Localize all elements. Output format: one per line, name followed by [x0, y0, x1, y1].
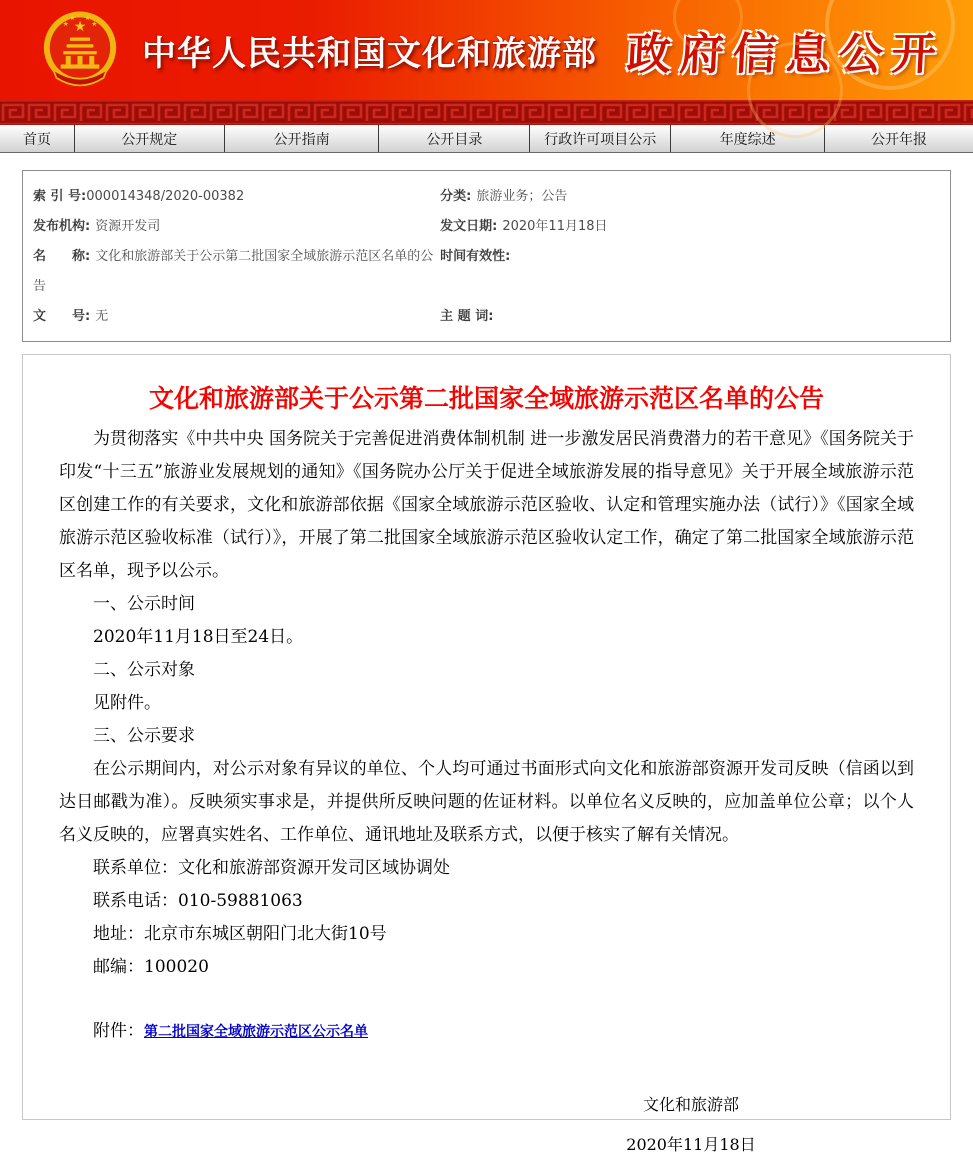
article-title: 文化和旅游部关于公示第二批国家全域旅游示范区名单的公告: [148, 384, 824, 413]
nav-item-disclosure-guide[interactable]: 公开指南: [225, 125, 380, 152]
contact-address-line: 地址：北京市东城区朝阳门北大街10号: [93, 924, 387, 944]
meta-label-issue-date: 发文日期:: [440, 219, 498, 234]
contact-postcode-line: 邮编：100020: [93, 957, 209, 977]
meta-label-index-no: 索 引 号:: [33, 189, 87, 204]
attachment-link[interactable]: 第二批国家全域旅游示范区公示名单: [144, 1024, 368, 1040]
meta-value-category: 旅游业务；公告: [476, 189, 568, 204]
meta-label-validity: 时间有效性:: [440, 249, 511, 264]
nav-item-home[interactable]: 首页: [0, 125, 75, 152]
signature-org: 文化和旅游部: [642, 1095, 739, 1114]
contact-phone-line: 联系电话：010-59881063: [93, 891, 303, 911]
nav-item-disclosure-catalog[interactable]: 公开目录: [379, 125, 530, 152]
article-paragraph: 2020年11月18日至24日。: [93, 627, 304, 647]
meta-value-issuing-agency: 资源开发司: [95, 219, 161, 234]
svg-text:★: ★: [91, 19, 98, 28]
meta-value-index-no: 000014348/2020-00382: [86, 189, 245, 204]
article-paragraph: 为贯彻落实《中共中央 国务院关于完善促进消费体制机制 进一步激发居民消费潜力的若干意见》《国务院关于印发“十三五”旅游业发展规划的通知》《国务院办公厅关于促进全域旅游发展的指导意见》关于开展全域旅游示范区创建工作的有关要求，文化和旅游部依据《国家全域旅游示范区验收、认定和管理实施办法（试行）》《国家全域旅游示范区验收标准（试行）》，开展了第二批国家全域旅游示范区验收认定工作，确定了第二批国家全域旅游示范区名单，现予以公示。: [59, 429, 914, 581]
section-heading-3: 三、公示要求: [93, 726, 195, 746]
nav-item-disclosure-rules[interactable]: 公开规定: [75, 125, 225, 152]
meta-label-title: 名 称:: [33, 249, 91, 264]
announcement-article: [22, 354, 951, 1154]
article-paragraph: 见附件。: [93, 693, 161, 713]
site-header: [0, 0, 973, 100]
section-heading-1: 一、公示时间: [93, 594, 195, 614]
article-paragraph: 在公示期间内，对公示对象有异议的单位、个人均可通过书面形式向文化和旅游部资源开发司反映（信函以到达日邮戳为准）。反映须实事求是，并提供所反映问题的佐证材料。以单位名义反映的，应加盖单位公章；以个人名义反映的，应署真实姓名、工作单位、通讯地址及联系方式，以便于核实了解有关情况。: [59, 759, 914, 845]
meta-value-doc-no: 无: [95, 309, 109, 324]
nav-item-annual-report[interactable]: 公开年报: [870, 131, 927, 148]
meta-label-category: 分类:: [440, 189, 472, 204]
greek-key-border-decoration: [0, 100, 973, 125]
meta-row: [23, 182, 950, 212]
meta-value-issue-date: 2020年11月18日: [502, 219, 608, 234]
nav-item-admin-license-publicity[interactable]: 行政许可项目公示: [530, 125, 671, 152]
signature-date: 2020年11月18日: [626, 1135, 756, 1154]
section-heading-2: 二、公示对象: [93, 660, 195, 680]
svg-text:★: ★: [73, 18, 87, 35]
svg-text:★: ★: [62, 19, 69, 28]
contact-unit-line: 联系单位：文化和旅游部资源开发司区域协调处: [93, 858, 450, 878]
signature-block: [526, 1085, 856, 1165]
china-national-emblem-icon: [38, 7, 122, 95]
meta-label-doc-no: 文 号:: [33, 309, 91, 324]
meta-label-keywords: 主 题 词:: [440, 309, 494, 324]
attachment-label: 附件：: [93, 1021, 144, 1041]
meta-value-title: 文化和旅游部关于公示第二批国家全域旅游示范区名单的公告: [33, 249, 434, 294]
nav-item-annual-summary[interactable]: 年度综述: [671, 125, 825, 152]
main-nav: [0, 125, 973, 153]
attachment-row: [59, 1015, 914, 1049]
gov-info-disclosure-title: 政府信息公开: [625, 29, 947, 80]
meta-label-issuing-agency: 发布机构:: [33, 219, 91, 234]
meta-row: [23, 242, 950, 302]
svg-text:★: ★: [69, 13, 76, 22]
meta-row: [23, 302, 950, 332]
meta-row: [23, 212, 950, 242]
ministry-title: 中华人民共和国文化和旅游部: [142, 33, 597, 74]
document-meta-table: [22, 170, 951, 342]
svg-text:★: ★: [84, 13, 91, 22]
